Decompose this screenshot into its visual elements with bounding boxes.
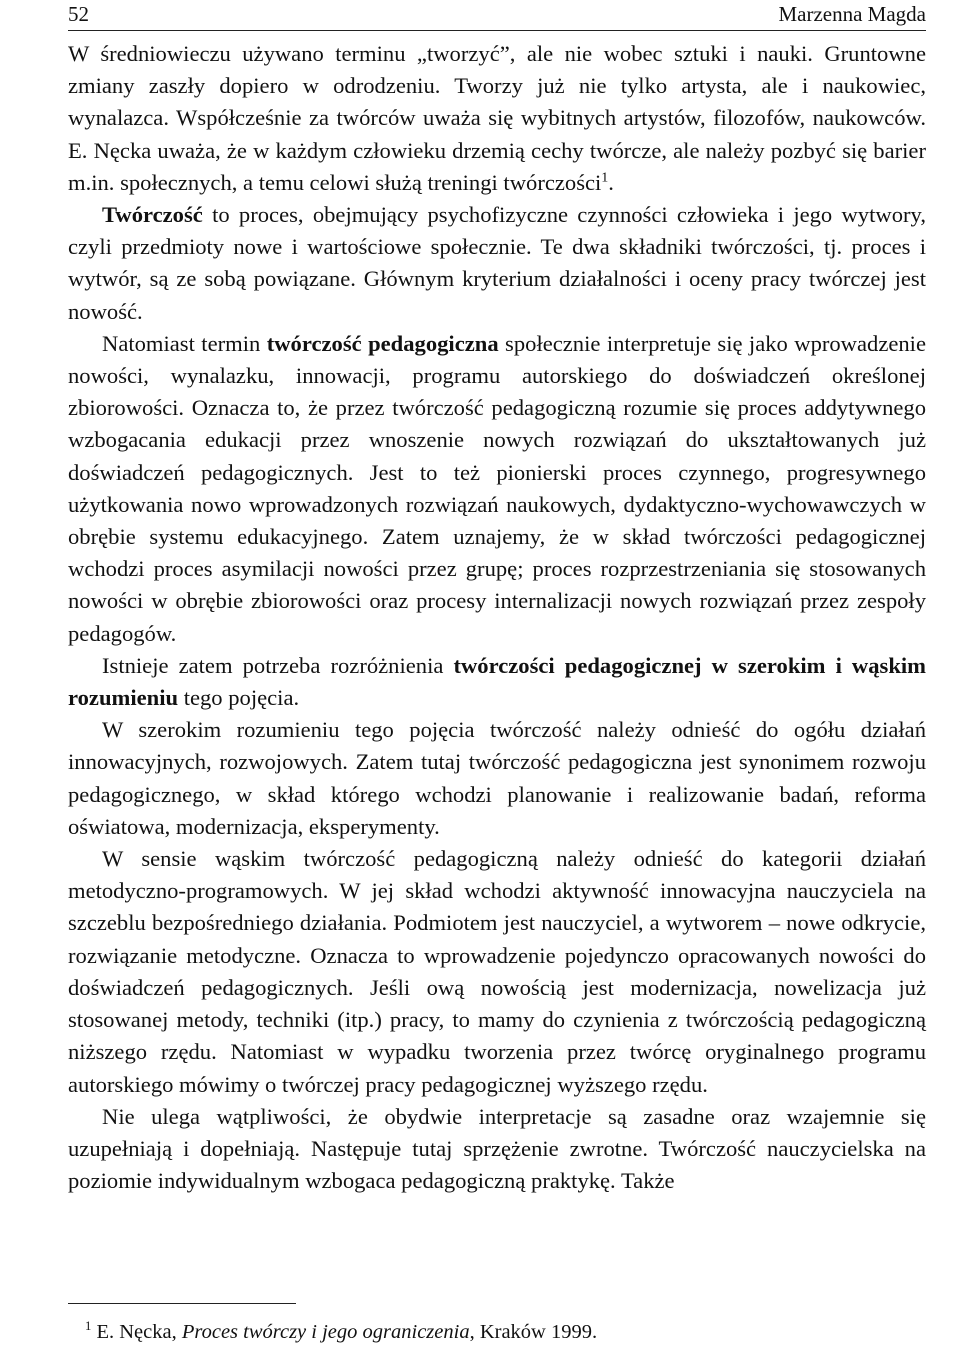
paragraph-6: W sensie wąskim twórczość pedagogiczną należy odnieść do kategorii działań metodyczno-programowych. W jej skład wchodzi aktywność innowacyjna nauczyciela na szczeblu bezpośredniego działania. Podmiotem jest nauczyciel, a wytworem – nowe odkrycie, rozwiązanie metodyczne. Oznacza to wprowadzenie pojedynczo opracowanych nowości do doświadczeń pedagogicznych. Jeśli ową nowością jest modernizacja, nowelizacja już stosowanej metody, techniki (itp.) pracy, to mamy do czynienia z twórczością pedagogiczną niższego rzędu. Natomiast w wypadku tworzenia przez twórcę oryginalnego programu autorskiego mówimy o twórczej pracy pedagogicznej wyższego rzędu. <box>68 846 926 1097</box>
paragraph-1 <box>68 38 926 199</box>
paragraph-7: Nie ulega wątpliwości, że obydwie interpretacje są zasadne oraz wzajemnie się uzupełniają i dopełniają. Następuje tutaj sprzężenie zwrotne. Twórczość nauczycielska na poziomie indywidualnym wzbogaca pedagogiczną praktykę. Także <box>68 1103 926 1194</box>
term-tworczosc-pedagogiczna: twórczość pedagogiczna <box>266 330 499 356</box>
paragraph-2-text: to proces, obejmujący psychofizyczne czynności człowieka i jego wytwory, czyli przedmioty nowe i wartościowe społecznie. Te dwa składniki twórczości, tj. proces i wytwór, są ze sobą powiązane. Głównym kryterium działalności i oceny pracy twórczej jest nowość. <box>68 202 926 324</box>
paragraph-4 <box>68 650 926 714</box>
paragraph-1-text: W średniowieczu używano terminu „tworzyć”, ale nie wobec sztuki i nauki. Gruntowne zmiany zaszły dopiero w odrodzeniu. Tworzy już nie tylko artysta, ale i naukowiec, wynalazca. Współcześnie za twórców uważa się wybitnych artystów, filozofów, naukowców. E. Nęcka uważa, że w każdym człowieku drzemią cechy twórcze, ale należy pozbyć się barier m.in. społecznych, a temu celowi służą treningi twórczości <box>68 41 926 195</box>
paragraph-1-end: . <box>608 169 614 195</box>
paragraph-4-after: tego pojęcia. <box>178 685 300 711</box>
running-header <box>68 0 926 31</box>
term-tworczosc: Twórczość <box>102 202 203 228</box>
page-number: 52 <box>68 2 89 26</box>
footnote-number: 1 <box>85 1319 92 1334</box>
footnote-author: E. Nęcka, <box>91 1321 182 1343</box>
term-szerokie-waskie: twórczości pedagogicznej w szerokim i wąskim rozumieniu <box>68 652 926 711</box>
paragraph-3-before: Natomiast termin <box>102 330 267 356</box>
footnote-reference[interactable]: 1 <box>601 170 609 186</box>
footnote-divider <box>68 1303 296 1304</box>
running-head-author: Marzenna Magda <box>778 2 926 26</box>
paragraph-2 <box>68 199 926 328</box>
footnote-title: Proces twórczy i jego ograniczenia <box>181 1321 470 1343</box>
paragraph-3-after: społecznie interpretuje się jako wprowadzenie nowości, wynalazku, innowacji, programu autorskiego do doświadczeń określonej zbiorowości. Oznacza to, że przez twórczość pedagogiczną rozumie się proces addytywnego wzbogacania edukacji przez wnoszenie nowych rozwiązań do ukształtowanych już doświadczeń pedagogicznych. Jest to też pionierski proces czynnego, progresywnego użytkowania nowo wprowadzonych rozwiązań naukowych, dydaktyczno-wychowawczych w obrębie systemu edukacyjnego. Zatem uznajemy, że w skład twórczości pedagogicznej wchodzi proces asymilacji nowości przez grupę; proces rozprzestrzeniania się stosowanych nowości w obrębie zbiorowości oraz procesy internalizacji nowych rozwiązań przez zespoły pedagogów. <box>68 330 926 646</box>
paragraph-4-before: Istnieje zatem potrzeba rozróżnienia <box>102 652 454 678</box>
body-text <box>68 38 926 1197</box>
paragraph-3 <box>68 328 926 650</box>
paragraph-5: W szerokim rozumieniu tego pojęcia twórczość należy odnieść do ogółu działań innowacyjnych, rozwojowych. Zatem tutaj twórczość pedagogiczna jest synonimem rozwoju pedagogicznego, w skład którego wchodzi planowanie i realizowanie badań, reforma oświatowa, modernizacja, eksperymenty. <box>68 717 926 839</box>
footnote-1 <box>68 1318 926 1346</box>
footnote-rest: , Kraków 1999. <box>469 1321 598 1343</box>
